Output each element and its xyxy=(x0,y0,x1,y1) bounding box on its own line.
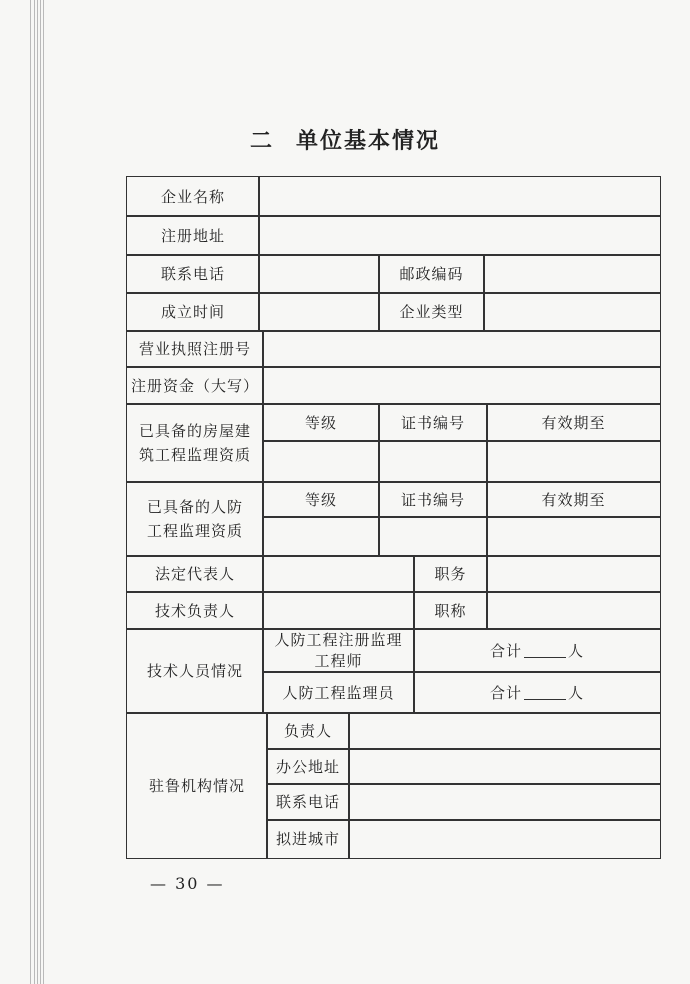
label-supervisor: 人防工程监理员 xyxy=(262,671,415,714)
field-supervisor-total[interactable] xyxy=(413,671,661,714)
label-founded: 成立时间 xyxy=(126,292,260,332)
label-office-phone: 联系电话 xyxy=(266,783,350,821)
label-position: 职务 xyxy=(413,555,488,593)
label-tech-lead: 技术负责人 xyxy=(126,591,264,630)
label-license-no: 营业执照注册号 xyxy=(126,330,264,368)
label-line: 工程监理资质 xyxy=(146,522,243,540)
label-office-address: 办公地址 xyxy=(266,748,350,785)
field-founded[interactable] xyxy=(258,292,380,332)
label-reg-address: 注册地址 xyxy=(126,215,260,256)
field-civil-valid-until[interactable] xyxy=(486,516,661,557)
field-title-rank[interactable] xyxy=(486,591,661,630)
header-cert-no: 证书编号 xyxy=(378,403,488,442)
section-title: 单位基本情况 xyxy=(296,129,441,154)
field-housing-cert-no[interactable] xyxy=(378,440,488,483)
total-prefix: 合计 xyxy=(489,641,522,660)
label-office-city: 拟进城市 xyxy=(266,819,350,859)
header-valid-until: 有效期至 xyxy=(486,403,661,442)
label-title-rank: 职称 xyxy=(413,591,488,630)
total-blank xyxy=(524,643,566,658)
field-legal-rep[interactable] xyxy=(262,555,415,593)
label-line: 工程师 xyxy=(314,651,363,670)
total-blank xyxy=(524,685,566,700)
field-reg-address[interactable] xyxy=(258,215,661,256)
field-office-city[interactable] xyxy=(348,819,661,859)
label-line: 已具备的人防 xyxy=(146,498,243,516)
label-office: 驻鲁机构情况 xyxy=(126,712,268,859)
label-line: 已具备的房屋建 xyxy=(138,422,251,440)
field-company-name[interactable] xyxy=(258,176,661,217)
field-capital[interactable] xyxy=(262,366,661,405)
label-capital: 注册资金（大写） xyxy=(126,366,264,405)
total-prefix: 合计 xyxy=(489,683,522,702)
label-line: 人防工程注册监理 xyxy=(274,630,403,649)
label-legal-rep: 法定代表人 xyxy=(126,555,264,593)
field-position[interactable] xyxy=(486,555,661,593)
label-housing-qual xyxy=(126,403,264,483)
section-number: 二 xyxy=(249,129,274,154)
total-suffix: 人 xyxy=(568,683,585,702)
field-civil-cert-no[interactable] xyxy=(378,516,488,557)
label-tech-staff: 技术人员情况 xyxy=(126,628,264,714)
header-grade: 等级 xyxy=(262,403,380,442)
field-housing-grade[interactable] xyxy=(262,440,380,483)
label-company-type: 企业类型 xyxy=(378,292,485,332)
header-cert-no: 证书编号 xyxy=(378,481,488,518)
label-reg-engineer xyxy=(262,628,415,673)
header-valid-until: 有效期至 xyxy=(486,481,661,518)
field-civil-grade[interactable] xyxy=(262,516,380,557)
field-phone[interactable] xyxy=(258,254,380,294)
label-company-name: 企业名称 xyxy=(126,176,260,217)
header-grade: 等级 xyxy=(262,481,380,518)
total-suffix: 人 xyxy=(568,641,585,660)
label-office-head: 负责人 xyxy=(266,712,350,750)
label-civil-qual xyxy=(126,481,264,557)
page-number: — 30 — xyxy=(150,874,225,893)
label-postcode: 邮政编码 xyxy=(378,254,485,294)
field-office-phone[interactable] xyxy=(348,783,661,821)
label-line: 筑工程监理资质 xyxy=(138,446,251,464)
field-license-no[interactable] xyxy=(262,330,661,368)
field-office-head[interactable] xyxy=(348,712,661,750)
field-housing-valid-until[interactable] xyxy=(486,440,661,483)
field-company-type[interactable] xyxy=(483,292,661,332)
label-phone: 联系电话 xyxy=(126,254,260,294)
field-reg-engineer-total[interactable] xyxy=(413,628,661,673)
field-postcode[interactable] xyxy=(483,254,661,294)
field-tech-lead[interactable] xyxy=(262,591,415,630)
field-office-address[interactable] xyxy=(348,748,661,785)
